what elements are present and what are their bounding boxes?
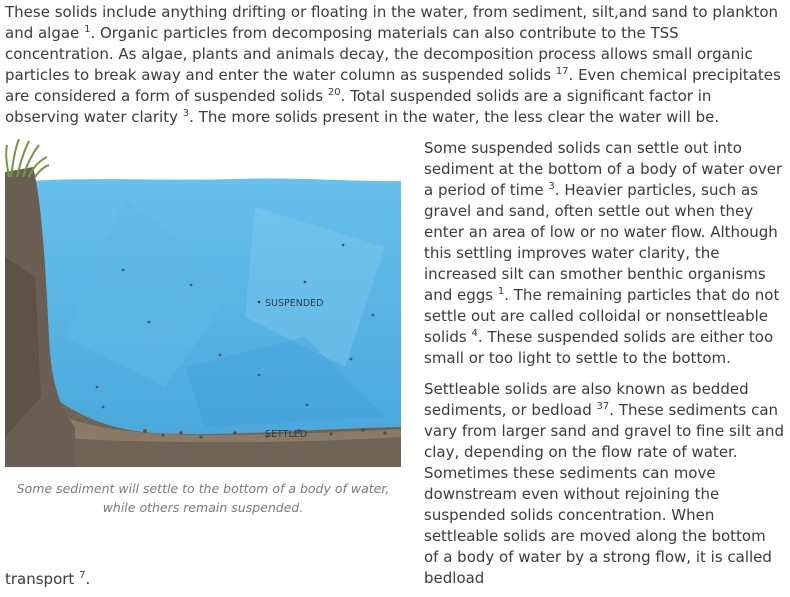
settleable-solids-paragraph <box>424 379 784 589</box>
water-column-illustration <box>5 137 401 467</box>
body-text: transport <box>5 570 75 588</box>
citation[interactable]: 3 <box>548 181 555 192</box>
body-text: . These suspended solids are either too small or too light to settle to the bottom. <box>424 328 774 367</box>
citation[interactable]: 1 <box>84 24 91 35</box>
intro-paragraph <box>5 2 787 128</box>
citation[interactable]: 3 <box>182 108 190 119</box>
citation[interactable]: 7 <box>79 570 86 581</box>
figure <box>5 137 401 517</box>
intro-text: . Organic particles from decomposing materials can also contribute to the TSS concentration. As algae, plants and animals decay, the decomposition process allows small organic particles to break away and enter the water column as suspended solids <box>5 24 753 84</box>
citation[interactable]: 4 <box>471 328 478 339</box>
paragraph-tail <box>5 569 90 590</box>
citation[interactable]: 1 <box>497 286 505 297</box>
body-text: . <box>85 570 91 588</box>
figure-caption: Some sediment will settle to the bottom of a body of water, while others remain suspended. <box>16 481 390 515</box>
body-text: Settleable solids are also known as bedded sediments, or bedload <box>424 380 749 419</box>
body-text: . These sediments can vary from larger sand and gravel to fine silt and clay, depending on the flow rate of water. Sometimes these sediments can move downstream even without rejoining the suspended solids concentration. When settleable solids are moved along the bottom of a body of water by a strong flow, it is called bedload <box>424 401 785 587</box>
suspended-solids-paragraph <box>424 138 784 369</box>
citation[interactable]: 37 <box>596 401 610 412</box>
citation[interactable]: 17 <box>555 66 569 77</box>
suspended-marker-dot <box>258 301 261 304</box>
intro-text: These solids include anything drifting or floating in the water, from sediment, silt,and sand to plankton and algae <box>5 3 779 42</box>
body-text: . Heavier particles, such as gravel and sand, often settle out when they enter an area of low or no water flow. Although this settling improves water clarity, the increased silt can smother benthic organisms and eggs <box>424 181 778 304</box>
intro-text: . The more solids present in the water, the less clear the water will be. <box>189 108 720 126</box>
settled-label: SETTLED <box>265 429 308 440</box>
body-text: . The remaining particles that do not settle out are called colloidal or nonsettleable solids <box>424 286 780 346</box>
suspended-label: SUSPENDED <box>265 298 324 309</box>
citation[interactable]: 20 <box>327 87 341 98</box>
intro-text: . Total suspended solids are a significant factor in observing water clarity <box>5 87 712 126</box>
body-text: Some suspended solids can settle out into sediment at the bottom of a body of water over a period of time <box>424 139 783 199</box>
intro-text: . Even chemical precipitates are considered a form of suspended solids <box>5 66 781 105</box>
